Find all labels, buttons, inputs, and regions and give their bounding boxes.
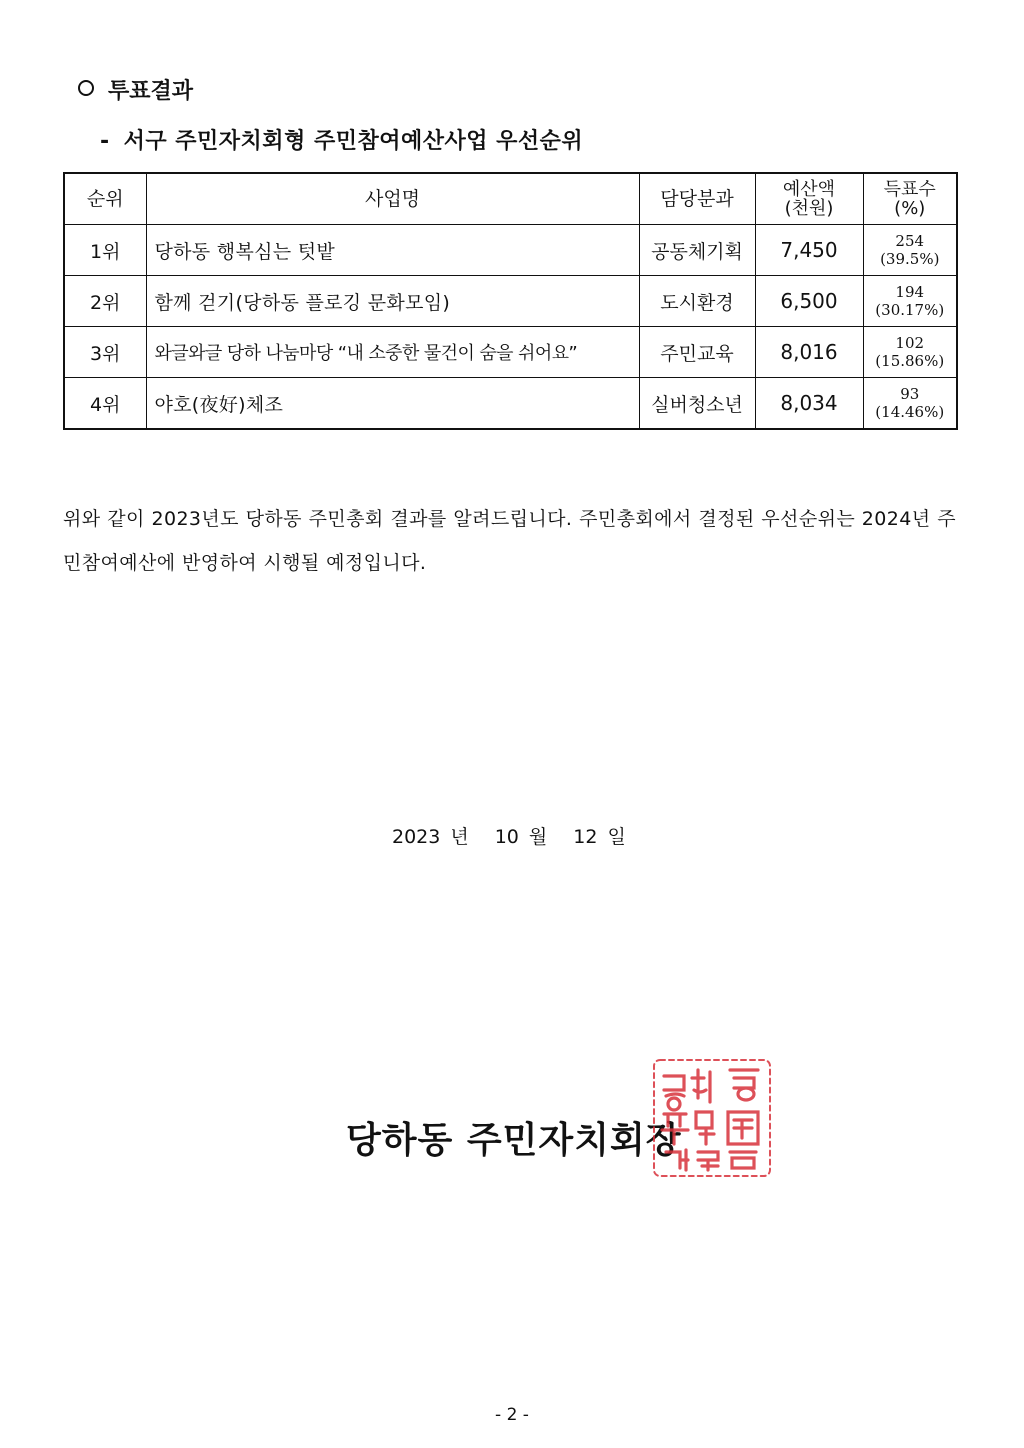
row-votes — [863, 327, 957, 378]
table-row — [64, 327, 957, 378]
row-votes — [863, 276, 957, 327]
header-dept: 담당분과 — [639, 173, 755, 225]
subheading-dash: - — [100, 129, 110, 154]
subheading-text: 서구 주민자치회형 주민참여예산사업 우선순위 — [123, 129, 584, 154]
date-year-unit: 년 — [450, 826, 469, 848]
row-dept: 실버청소년 — [639, 378, 755, 430]
header-budget-line1: 예산액 — [782, 179, 836, 200]
header-name: 사업명 — [146, 173, 639, 225]
header-votes-line1: 득표수 — [883, 179, 936, 200]
table-row — [64, 378, 957, 430]
date-day-unit: 일 — [607, 826, 626, 848]
row-votes-count: 93 — [900, 385, 920, 403]
row-votes-count: 102 — [895, 334, 925, 352]
row-rank: 2위 — [64, 276, 146, 327]
header-budget — [755, 173, 863, 225]
body-paragraph: 위와 같이 2023년도 당하동 주민총회 결과를 알려드립니다. 주민총회에서 결정된 우선순위는 2024년 주민참여예산에 반영하여 시행될 예정입니다. — [63, 508, 956, 574]
row-budget: 6,500 — [755, 276, 863, 327]
official-seal-stamp — [650, 1056, 774, 1180]
table-row — [64, 225, 957, 276]
document-date — [392, 822, 636, 849]
date-year: 2023 — [392, 826, 441, 848]
table-header-row — [64, 173, 957, 225]
priority-table — [63, 172, 958, 430]
row-budget: 8,016 — [755, 327, 863, 378]
row-votes-percent: (14.46%) — [875, 403, 945, 421]
header-votes — [863, 173, 957, 225]
row-votes-count: 194 — [895, 283, 925, 301]
row-name: 함께 걷기(당하동 플로깅 문화모임) — [146, 276, 639, 327]
section-heading — [78, 74, 193, 105]
header-rank: 순위 — [64, 173, 146, 225]
row-name: 야호(夜好)체조 — [146, 378, 639, 430]
table-row — [64, 276, 957, 327]
section-heading-text: 투표결과 — [108, 79, 194, 104]
row-votes-percent: (39.5%) — [880, 250, 940, 268]
row-votes-percent: (15.86%) — [875, 352, 945, 370]
row-name: 와글와글 당하 나눔마당 “내 소중한 물건이 숨을 쉬어요” — [146, 327, 639, 378]
row-rank: 3위 — [64, 327, 146, 378]
date-month: 10 — [494, 826, 519, 848]
row-budget: 8,034 — [755, 378, 863, 430]
circle-bullet-icon — [78, 80, 94, 96]
row-votes — [863, 225, 957, 276]
row-dept: 공동체기획 — [639, 225, 755, 276]
row-votes — [863, 378, 957, 430]
row-rank: 4위 — [64, 378, 146, 430]
row-budget: 7,450 — [755, 225, 863, 276]
row-votes-count: 254 — [895, 232, 925, 250]
row-dept: 도시환경 — [639, 276, 755, 327]
row-rank: 1위 — [64, 225, 146, 276]
header-budget-line2: (천원) — [784, 198, 834, 219]
page-number: - 2 - — [495, 1405, 529, 1425]
row-name: 당하동 행복심는 텃밭 — [146, 225, 639, 276]
row-votes-percent: (30.17%) — [875, 301, 945, 319]
section-subheading — [100, 124, 583, 155]
date-month-unit: 월 — [528, 826, 548, 848]
date-day: 12 — [573, 826, 598, 848]
signer-title: 당하동 주민자치회장 — [346, 1120, 682, 1161]
header-votes-line2: (%) — [894, 198, 926, 219]
row-dept: 주민교육 — [639, 327, 755, 378]
